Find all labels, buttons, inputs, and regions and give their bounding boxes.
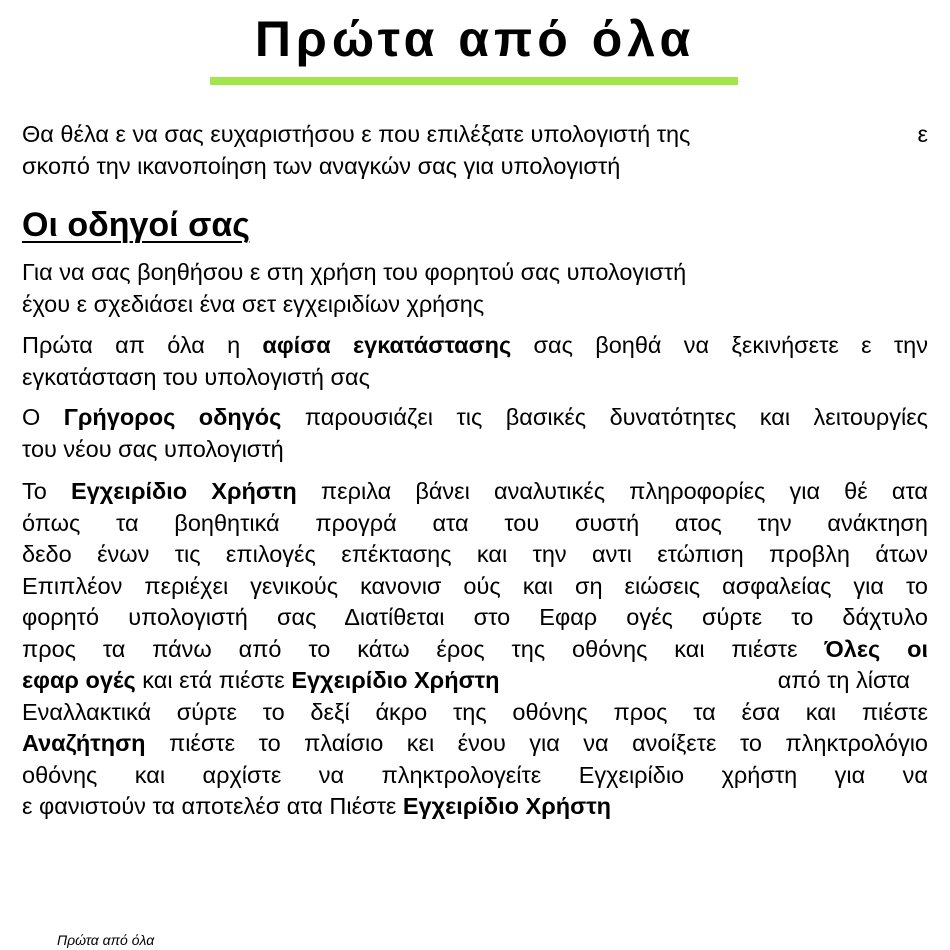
guides-p4-line-9	[22, 728, 928, 760]
setup-poster-term: αφίσα εγκατάστασης	[262, 332, 512, 358]
guides-p4-line-11	[22, 791, 928, 823]
guides-p4-line-2: όπως τα βοηθητικά προγρά ατα του συστή ατος την ανάκτηση	[22, 509, 928, 536]
guides-p4-l11-pre: ε φανιστούν τα αποτελέσ ατα Πιέστε	[22, 793, 403, 819]
guides-p1-line-1: Για να σας βοηθήσου ε στη χρήση του φορητού σας υπολογιστή	[22, 259, 687, 285]
guides-p4-l7-left	[22, 665, 500, 697]
page-footer: Πρώτα από όλα	[57, 932, 155, 948]
user-manual-term-3: Εγχειρίδιο Χρήστη	[402, 793, 612, 819]
guides-p3-pre: Ο	[22, 404, 64, 430]
user-manual-term: Εγχειρίδιο Χρήστη	[70, 478, 297, 504]
guides-p4-line-1	[22, 476, 928, 508]
guides-p4-line-4: Επιπλέον περιέχει γενικούς κανονισ ούς και ση ειώσεις ασφαλείας για το	[22, 572, 928, 599]
intro-line-1-left: Θα θέλα ε να σας ευχαριστήσου ε που επιλέξατε υπολογιστή της	[22, 121, 691, 147]
guides-paragraph-4	[22, 476, 928, 823]
guides-p2-line-1	[22, 330, 928, 362]
guides-paragraph-1	[22, 257, 928, 320]
guides-p2-pre: Πρώτα απ όλα η	[22, 332, 263, 358]
guides-p4-line-3: δεδο ένων τις επιλογές επέκτασης και την αντι ετώπιση προβλη άτων	[22, 541, 928, 567]
guides-p2-line-2: εγκατάσταση του υπολογιστή σας	[22, 363, 370, 390]
guides-p4-l7-right: από τη λίστα	[777, 667, 910, 693]
guides-p1-line-2: έχου ε σχεδιάσει ένα σετ εγχειριδίων χρήσης	[22, 290, 485, 317]
guides-p4-line-8: Εναλλακτικά σύρτε το δεξί άκρο της οθόνης προς τα έσα και πιέστε	[22, 698, 928, 725]
guides-p3-post: παρουσιάζει τις βασικές δυνατότητες και λειτουργίες	[281, 404, 928, 430]
guides-p4-l7-mid: και ετά πιέστε	[135, 667, 292, 693]
intro-paragraph	[22, 119, 928, 182]
guides-p4-l1-pre: Το	[22, 478, 71, 504]
guides-p3-line-2: του νέου σας υπολογιστή	[22, 435, 284, 462]
intro-line-2: σκοπό την ικανοποίηση των αναγκών σας για υπολογιστή	[22, 152, 621, 179]
user-manual-term-2: Εγχειρίδιο Χρήστη	[291, 667, 500, 693]
guides-heading: Οι οδηγοί σας	[22, 206, 250, 244]
guides-paragraph-2	[22, 330, 928, 393]
all-apps-term: Όλες οι	[824, 635, 928, 662]
intro-line-1-right: ε	[917, 121, 928, 147]
page-title: Πρώτα από όλα	[254, 11, 696, 67]
guides-p2-post: σας βοηθά να ξεκινήσετε ε την	[511, 332, 928, 358]
title-underline-bar	[210, 77, 738, 85]
guides-paragraph-3	[22, 402, 928, 465]
guides-p4-line-10: οθόνης και αρχίστε να πληκτρολογείτε Εγχειρίδιο χρήστη για να	[22, 761, 928, 788]
guides-p4-line-7	[22, 665, 928, 697]
guides-p3-line-1	[22, 402, 928, 434]
intro-line-1	[22, 119, 928, 151]
guides-p4-line-6	[22, 634, 928, 666]
guides-p4-l9-post: πιέστε το πλαίσιο κει ένου για να ανοίξετε το πληκτρολόγιο	[145, 730, 928, 756]
guides-p4-l1-post: περιλα βάνει αναλυτικές πληροφορίες για θέ ατα	[296, 478, 928, 504]
guides-p4-l6-pre: προς τα πάνω από το κάτω έρος της οθόνης και πιέστε	[22, 635, 825, 662]
guides-p4-line-5: φορητό υπολογιστή σας Διατίθεται στο Εφαρ ογές σύρτε το δάχτυλο	[22, 604, 928, 630]
apps-term: εφαρ ογές	[22, 667, 136, 693]
search-term: Αναζήτηση	[22, 730, 146, 756]
quick-guide-term: Γρήγορος οδηγός	[63, 404, 282, 430]
